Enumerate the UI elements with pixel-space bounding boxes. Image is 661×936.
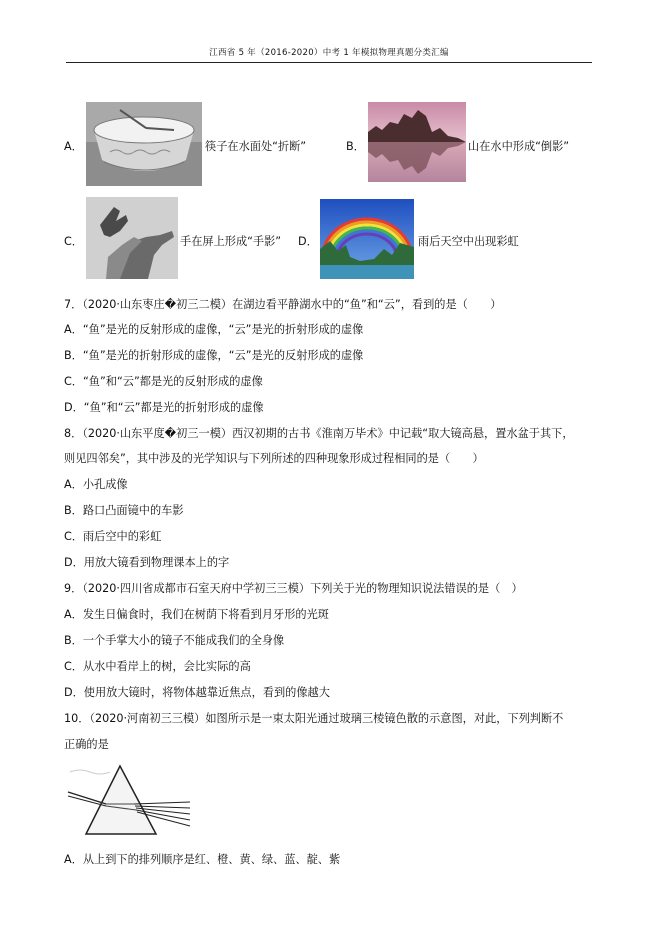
chopsticks-in-bowl-photo	[86, 102, 202, 186]
option-letter-d: D．	[298, 235, 318, 248]
q8-option-b: B．路口凸面镜中的车影	[64, 504, 184, 517]
q9-option-c: C．从水中看岸上的树，会比实际的高	[64, 660, 251, 673]
q10-option-a: A．从上到下的排列顺序是红、橙、黄、绿、蓝、靛、紫	[64, 853, 341, 866]
q9-option-d: D．使用放大镜时，将物体越靠近焦点，看到的像越大	[64, 686, 330, 699]
rainbow-photo	[320, 199, 414, 279]
option-b-caption: 山在水中形成“倒影”	[468, 140, 570, 153]
prism-dispersion-diagram	[64, 762, 196, 842]
option-letter-a: A．	[64, 140, 83, 153]
q7-stem: 7．（2020·山东枣庄�初三二模）在湖边看平静湖水中的“鱼”和“云”，看到的是（ ）	[64, 298, 502, 311]
page-header: 江西省 5 年（2016-2020）中考 1 年模拟物理真题分类汇编	[209, 48, 449, 58]
option-a-caption: 筷子在水面处“折断”	[205, 140, 307, 153]
q8-option-c: C．雨后空中的彩虹	[64, 530, 162, 543]
q7-option-a: A．“鱼”是光的反射形成的虚像，“云”是光的折射形成的虚像	[64, 323, 364, 336]
q10-stem-line2: 正确的是	[64, 738, 109, 751]
q8-option-d: D．用放大镜看到物理课本上的字	[64, 556, 230, 569]
q8-stem-line2: 则见四邻矣”，其中涉及的光学知识与下列所述的四种现象形成过程相同的是（ ）	[64, 452, 484, 465]
q7-option-c: C．“鱼”和“云”都是光的反射形成的虚像	[64, 375, 263, 388]
q7-option-d: D．“鱼”和“云”都是光的折射形成的虚像	[64, 401, 264, 414]
hand-shadow-photo	[86, 197, 178, 279]
option-d-caption: 雨后天空中出现彩虹	[418, 235, 519, 248]
header-divider	[66, 62, 592, 63]
option-letter-b: B．	[346, 140, 365, 153]
q9-option-a: A．发生日偏食时，我们在树荫下将看到月牙形的光斑	[64, 608, 329, 621]
q10-stem-line1: 10．（2020·河南初三三模）如图所示是一束太阳光通过玻璃三棱镜色散的示意图，对此，下列判断不	[64, 712, 564, 725]
q9-option-b: B．一个手掌大小的镜子不能成我们的全身像	[64, 634, 285, 647]
q9-stem: 9．（2020·四川省成都市石室天府中学初三三模）下列关于光的物理知识说法错误的是（ ）	[64, 582, 523, 595]
option-c-caption: 手在屏上形成“手影”	[180, 235, 282, 248]
q7-option-b: B．“鱼”是光的折射形成的虚像，“云”是光的反射形成的虚像	[64, 349, 364, 362]
mountain-reflection-photo	[368, 102, 466, 182]
option-letter-c: C．	[64, 235, 83, 248]
q8-option-a: A．小孔成像	[64, 478, 128, 491]
q8-stem-line1: 8．（2020·山东平度�初三一模）西汉初期的古书《淮南万毕术》中记载“取大镜高悬，置水盆于其下，	[64, 427, 574, 440]
